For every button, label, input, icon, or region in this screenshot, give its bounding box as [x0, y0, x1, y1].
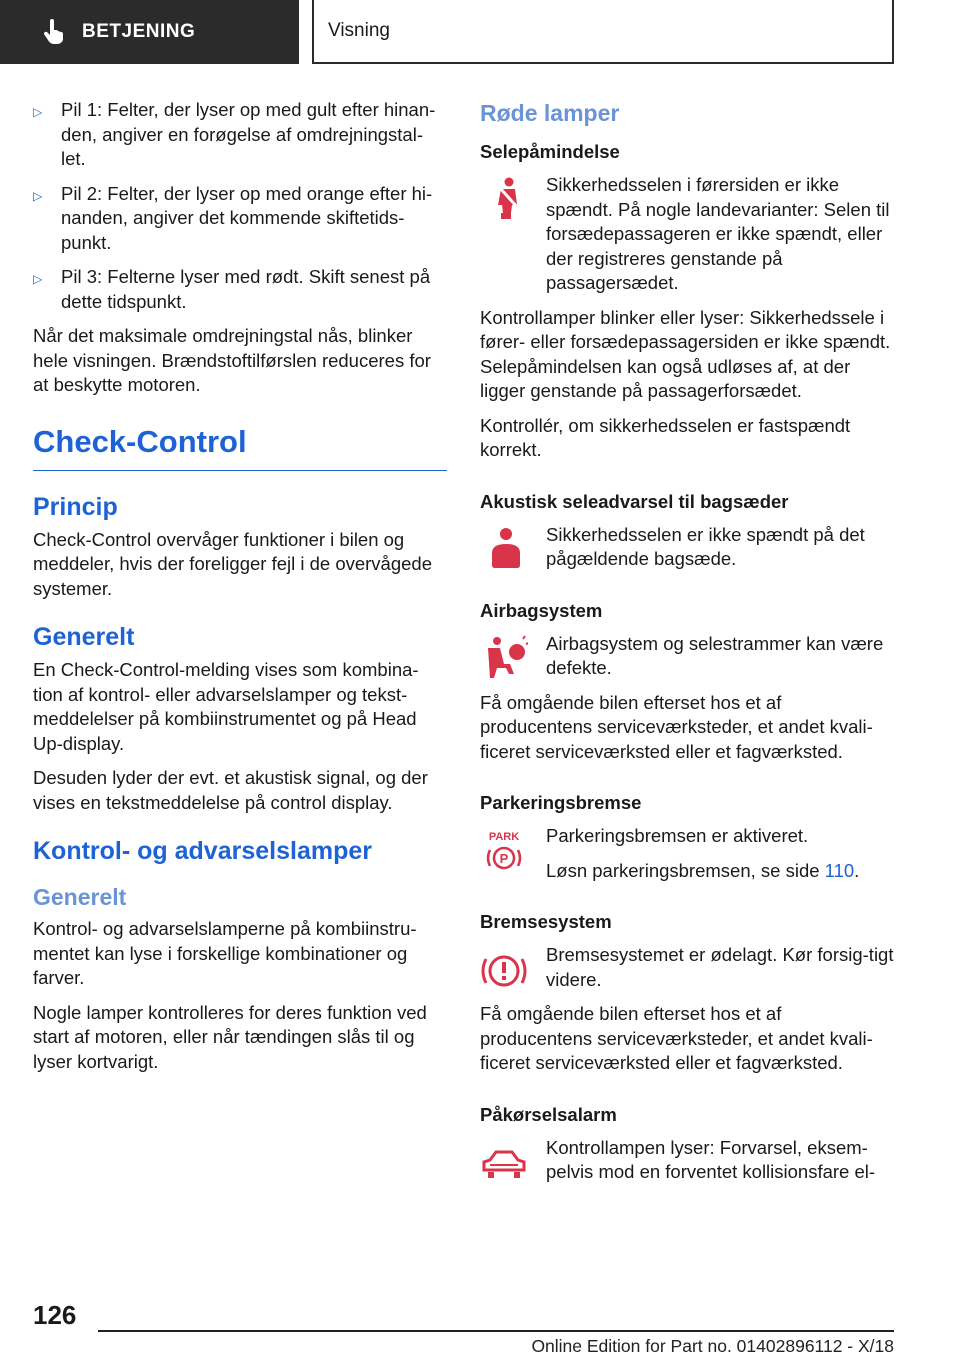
subheading-seatbelt: Selepåmindelse	[480, 141, 620, 162]
section-heading-kontrol: Kontrol- og advarselslamper	[33, 837, 372, 865]
section-heading-red-lamps: Røde lamper	[480, 100, 620, 126]
paragraph: Check-Control overvåger funktioner i bilen og meddeler, hvis der foreligger fejl i de overvågede systemer.	[33, 528, 433, 599]
subheading-brake-system: Bremsesystem	[480, 911, 612, 932]
paragraph: Nogle lamper kontrolleres for deres funktion ved start af motoren, eller når tændingen slås til og lyser kortvarigt.	[33, 1001, 427, 1072]
park-label: PARK	[488, 831, 520, 843]
subheading-airbag: Airbagsystem	[480, 599, 603, 621]
brake-system-block: Bremsesystemet er ødelagt. Kør forsig-tigt videre.	[480, 943, 896, 992]
page-number: 126	[33, 1300, 77, 1330]
paragraph: Når det maksimale omdrejningstal nås, blinker hele visningen. Brændstoftilførslen reduceres for at beskytte motoren.	[33, 325, 431, 395]
subheading-rear-belt: Akustisk seleadvarsel til bagsæder	[480, 490, 789, 512]
collision-warning-block: Kontrollampen lyser: Forvarsel, eksem-pelvis mod en forventet kollisionsfare el-	[480, 1136, 896, 1185]
header-chapter-label: Visning	[328, 20, 390, 41]
right-column: Røde lamper Selepåmindelse Sikkerhedsselen i førersiden er ikke spændt. På nogle landevarianter: Selen til forsædepassageren er ikke spændt, eller der registreres genstande på passagersædet. Kontrollamper blinker eller lyser: Sikkerhedssele i fører- eller forsædepassagersiden er ikke spændt. Selepåmindelsen kan også udløses af, at der ligger genstande på passagerforsædet. Kontrollér, om sikkerhedsselen er fastspændt korrekt. Akustisk seleadvarsel til bagsæder Sikkerhedsselen er ikke spændt på det pågældende bagsæde. Airbagsystem Airbagsystem og selestrammer kan være defekte. Få omgående bilen efterset hos et af producentens serviceværksteder, et andet kvali-ficeret serviceværksted eller et fagværksted. Parkeringsbremse PARK P Parkeringsbremsen er aktiveret. Løsn parkeringsbremsen, se side 110. Bremsesystem Bremsesystemet er ødelagt. Kør forsig-tigt videre. Få omgående bilen efterset hos et af producentens serviceværksteder, et andet kvali-ficeret serviceværksted eller et fagværksted. Påkørselsalarm Kontrollampen lyser: Forvarsel, eksem-pelvis mod en forventet kollisionsfare el-	[480, 98, 896, 1195]
list-item: ▷ Pil 1: Felter, der lyser op med gult efter hinan-den, angiver en forøgelse af omdrejningstal-let.	[33, 98, 447, 172]
seatbelt-warning-icon	[480, 175, 528, 223]
header-section-tab[interactable]	[0, 0, 299, 64]
triangle-bullet-icon: ▷	[33, 105, 43, 119]
car-collision-icon	[480, 1138, 528, 1186]
subheading-parking-brake: Parkeringsbremse	[480, 792, 642, 813]
airbag-block: Airbagsystem og selestrammer kan være defekte.	[480, 632, 896, 681]
parking-brake-icon	[480, 826, 528, 874]
rear-belt-block: Sikkerhedsselen er ikke spændt på det pågældende bagsæde.	[480, 523, 896, 572]
triangle-bullet-icon: ▷	[33, 272, 43, 286]
page-reference-link[interactable]: 110	[824, 859, 855, 881]
footer-divider	[98, 1330, 894, 1332]
footer-edition: Online Edition for Part no. 01402896112 - X/18	[531, 1336, 894, 1356]
brake-warning-icon	[480, 945, 528, 993]
list-item: ▷ Pil 3: Felterne lyser med rødt. Skift senest på dette tidspunkt.	[33, 265, 447, 314]
paragraph: Kontrol- og advarselslamperne på kombiinstru-mentet kan lyse i forskellige kombinationer og farver.	[33, 918, 417, 988]
section-heading-generelt: Generelt	[33, 623, 135, 651]
airbag-warning-icon	[480, 634, 528, 682]
rear-passenger-icon	[480, 525, 528, 573]
header-chapter	[312, 0, 894, 64]
triangle-bullet-icon: ▷	[33, 188, 43, 203]
list-item: ▷ Pil 2: Felter, der lyser op med orange efter hi-nanden, angiver det kommende skiftetids-punkt.	[33, 182, 447, 256]
subheading-collision-warning: Påkørselsalarm	[480, 1103, 617, 1125]
chapter-heading: Check-Control	[33, 424, 447, 471]
hand-pointer-icon	[40, 18, 68, 46]
seatbelt-block: Sikkerhedsselen i førersiden er ikke spændt. På nogle landevarianter: Selen til forsædepassageren er ikke spændt, eller der registreres genstande på passagersædet.	[480, 173, 896, 296]
paragraph: En Check-Control-melding vises som kombina-tion af kontrol- eller advarselslamper og tekst-meddelelser på kombiinstrumentet og på Head Up-display.	[33, 659, 419, 754]
subsection-heading-generelt: Generelt	[33, 884, 127, 910]
header-section-label: BETJENING	[82, 21, 196, 42]
section-heading-princip: Princip	[33, 492, 118, 521]
paragraph: Desuden lyder der evt. et akustisk signal, og der vises en tekstmeddelelse på control display.	[33, 767, 428, 813]
left-column	[33, 98, 447, 1084]
parking-brake-block: PARK P Parkeringsbremsen er aktiveret. Løsn parkeringsbremsen, se side 110.	[480, 824, 896, 883]
park-letter: P	[499, 851, 509, 866]
